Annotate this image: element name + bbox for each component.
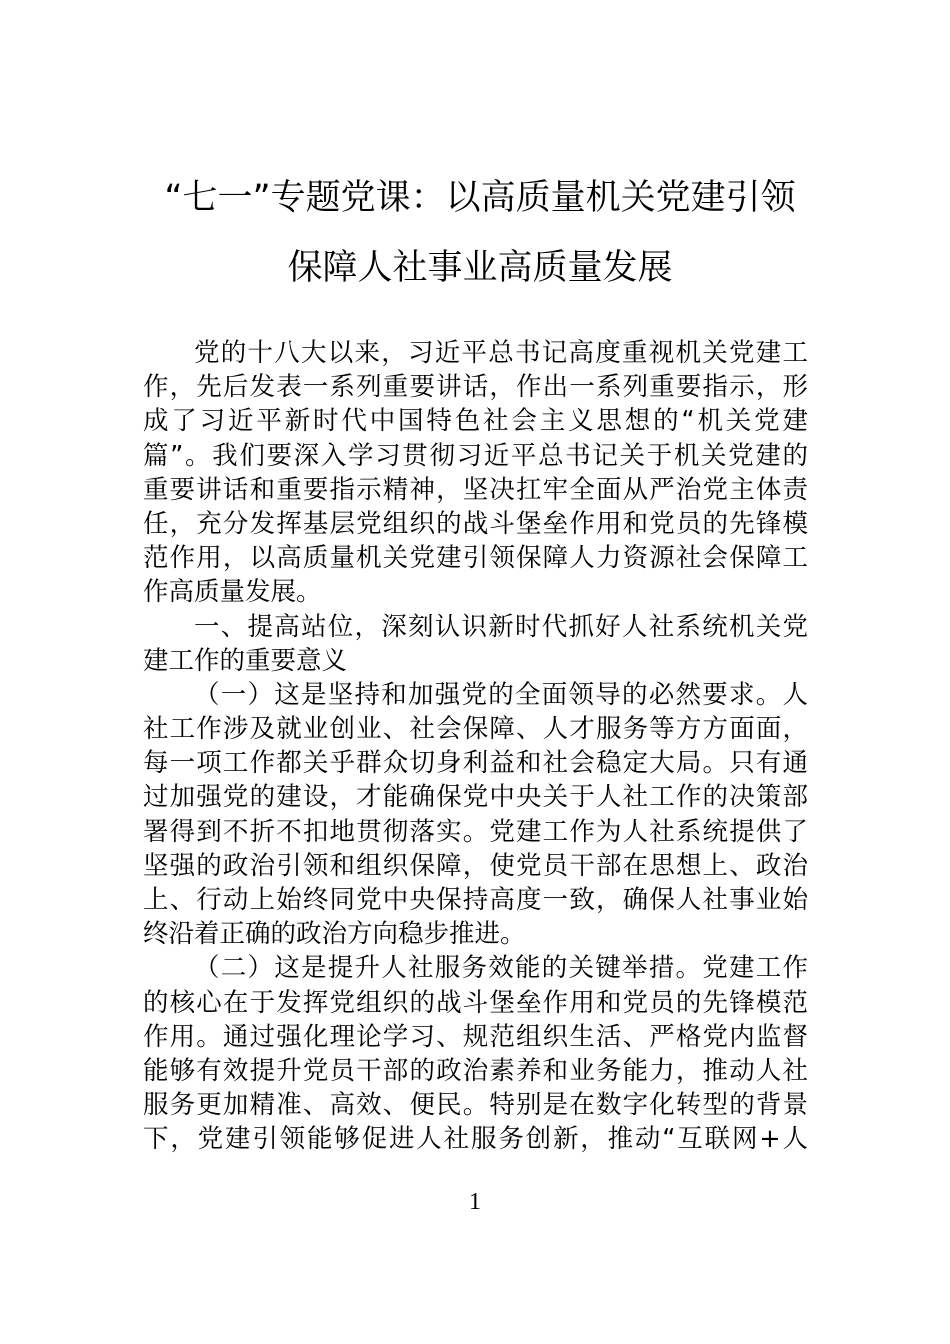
text-line: 任，充分发挥基层党组织的战斗堡垒作用和党员的先锋模 (143, 508, 808, 539)
text-line: 建工作的重要意义 (143, 645, 348, 676)
text-line: 终沿着正确的政治方向稳步推进。 (143, 919, 526, 950)
text-line: （二）这是提升人社服务效能的关键举措。党建工作 (194, 953, 808, 984)
text-line: 作用。通过强化理论学习、规范组织生活、严格党内监督 (143, 1021, 808, 1052)
page-number: 1 (469, 1189, 481, 1215)
text-line: 一、提高站位，深刻认识新时代抓好人社系统机关党 (194, 611, 808, 642)
document-title-line-1: “七一”专题党课：以高质量机关党建引领 (164, 178, 796, 218)
text-line: 上、行动上始终同党中央保持高度一致，确保人社事业始 (143, 885, 808, 915)
text-line: 作，先后发表一系列重要讲话，作出一系列重要指示，形 (143, 372, 808, 403)
text-line: 服务更加精准、高效、便民。特别是在数字化转型的背景 (143, 1090, 808, 1121)
text-line: 署得到不折不扣地贯彻落实。党建工作为人社系统提供了 (143, 816, 808, 847)
text-line: 能够有效提升党员干部的政治素养和业务能力，推动人社 (143, 1055, 808, 1086)
text-line: 范作用，以高质量机关党建引领保障人力资源社会保障工 (143, 543, 808, 574)
text-line: 坚强的政治引领和组织保障，使党员干部在思想上、政治 (143, 850, 808, 881)
text-line: 过加强党的建设，才能确保党中央关于人社工作的决策部 (143, 782, 808, 813)
text-line: 每一项工作都关乎群众切身利益和社会稳定大局。只有通 (143, 748, 808, 779)
text-line: 重要讲话和重要指示精神，坚决扛牢全面从严治党主体责 (143, 474, 808, 505)
text-line: 成了习近平新时代中国特色社会主义思想的“机关党建 (143, 406, 808, 437)
document-title-line-2: 保障人社事业高质量发展 (287, 248, 673, 288)
paragraph-section-1-1 (143, 678, 808, 952)
text-line: 社工作涉及就业创业、社会保障、人才服务等方方面面， (143, 714, 808, 745)
text-line: 的核心在于发挥党组织的战斗堡垒作用和党员的先锋模范 (143, 987, 808, 1018)
paragraph-section-1-2 (143, 951, 808, 1156)
document-body (143, 336, 808, 1157)
text-line: 党的十八大以来，习近平总书记高度重视机关党建工 (194, 338, 808, 368)
text-line: 作高质量发展。 (143, 577, 322, 608)
section-heading (143, 610, 808, 678)
text-line: （一）这是坚持和加强党的全面领导的必然要求。人 (194, 679, 808, 710)
text-line: 篇”。我们要深入学习贯彻习近平总书记关于机关党建的 (143, 440, 808, 471)
paragraph-intro (143, 336, 808, 610)
text-line: 下，党建引领能够促进人社服务创新，推动“互联网+人 (143, 1124, 808, 1155)
